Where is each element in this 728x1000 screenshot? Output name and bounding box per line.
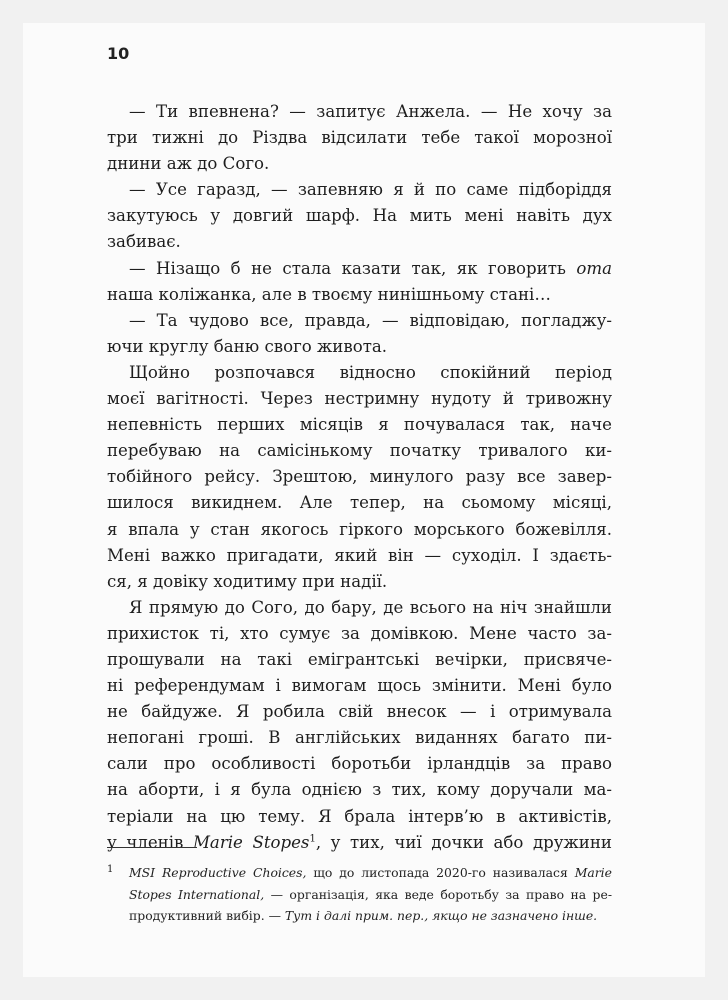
italic-text: Тут і далі прим. пер., якщо не зазначено інше. bbox=[284, 908, 598, 923]
text-line: прихисток ті, хто сумує за домівкою. Мене часто за- bbox=[107, 623, 612, 643]
text-segment: — Нізащо б не стала казати так, як говорить bbox=[129, 258, 577, 278]
page-number: 10 bbox=[107, 44, 130, 63]
text-line: перебуваю на самісінькому початку тривалого ки- bbox=[107, 441, 612, 461]
italic-word: ота bbox=[576, 258, 612, 278]
text-line: моєї вагітності. Через нестримну нудоту й тривожну bbox=[107, 389, 612, 409]
italic-text: Marie bbox=[574, 865, 612, 880]
text-line bbox=[107, 256, 612, 282]
text-line: непогані гроші. В англійських виданнях багато пи- bbox=[107, 728, 612, 748]
paragraph bbox=[107, 360, 612, 595]
footnote-line bbox=[107, 884, 612, 906]
text-line: непевність перших місяців я почувалася так, наче bbox=[107, 415, 612, 435]
paragraph bbox=[107, 99, 612, 177]
paragraph bbox=[107, 177, 612, 255]
italic-text: Stopes International, bbox=[129, 886, 265, 902]
footnote-reference[interactable]: 1 bbox=[309, 833, 316, 845]
text-line: Мені важко пригадати, який він — суходіл. І здаєть- bbox=[107, 545, 612, 565]
footnote bbox=[107, 862, 612, 927]
text-line: ся, я довіку ходитиму при надії. bbox=[107, 571, 388, 591]
text-line: прошували на такі емігрантські вечірки, присвяче- bbox=[107, 649, 612, 669]
text-line: закутуюсь у довгий шарф. На мить мені навіть дух bbox=[107, 206, 612, 226]
text-line: тобійного рейсу. Зрештою, минулого разу все завер- bbox=[107, 467, 612, 487]
text-line: теріали на цю тему. Я брала інтерв’ю в активістів, bbox=[107, 806, 612, 826]
text-line: три тижні до Різдва відсилати тебе такої морозної bbox=[107, 128, 612, 148]
text-line: ні референдумам і вимогам щось змінити. Мені було bbox=[107, 676, 612, 696]
italic-name: Marie Stopes bbox=[192, 832, 310, 852]
body-text bbox=[107, 99, 612, 856]
paragraph bbox=[107, 595, 612, 856]
footnote-marker: 1 bbox=[107, 864, 114, 875]
text-line: шилося викиднем. Але тепер, на сьомому місяці, bbox=[107, 493, 612, 513]
text-line: Я прямую до Сого, до бару, де всього на ніч знайшли bbox=[129, 597, 612, 617]
text-line: — Та чудово все, правда, — відповідаю, погладжу- bbox=[129, 310, 612, 330]
text-line: забиває. bbox=[107, 232, 181, 252]
text-line bbox=[107, 830, 612, 856]
text-line: я впала у стан якогось гіркого морського божевілля. bbox=[107, 519, 612, 539]
text-line: ючи круглу баню свого живота. bbox=[107, 336, 388, 356]
text-segment: продуктивний вибір. — bbox=[129, 908, 285, 923]
text-line: днини аж до Сого. bbox=[107, 154, 270, 174]
text-line: не байдуже. Я робила свій внесок — і отримувала bbox=[107, 702, 612, 722]
text-line: на аборти, і я була однією з тих, кому доручали ма- bbox=[107, 780, 612, 800]
italic-text: MSI Reproductive Choices, bbox=[129, 865, 307, 880]
text-segment: , у тих, чиї дочки або дружини bbox=[315, 832, 612, 852]
footnote-line bbox=[107, 905, 612, 927]
text-line: наша коліжанка, але в твоєму нинішньому стані… bbox=[107, 284, 551, 304]
text-line: Щойно розпочався відносно спокійний період bbox=[129, 362, 612, 382]
footnote-text bbox=[129, 862, 612, 884]
text-segment: у членів bbox=[107, 832, 193, 852]
paragraph bbox=[107, 256, 612, 308]
text-segment: — організація, яка веде боротьбу за право на ре- bbox=[264, 886, 613, 902]
paragraph bbox=[107, 308, 612, 360]
text-line: сали про особливості боротьби ірландців за право bbox=[107, 754, 612, 774]
text-line: — Усе гаразд, — запевняю я й по саме підборіддя bbox=[129, 180, 612, 200]
footnote-line bbox=[107, 862, 612, 884]
footnote-divider bbox=[107, 847, 197, 848]
text-line: — Ти впевнена? — запитує Анжела. — Не хочу за bbox=[129, 102, 612, 121]
text-segment: що до листопада 2020-го називалася bbox=[306, 865, 575, 880]
